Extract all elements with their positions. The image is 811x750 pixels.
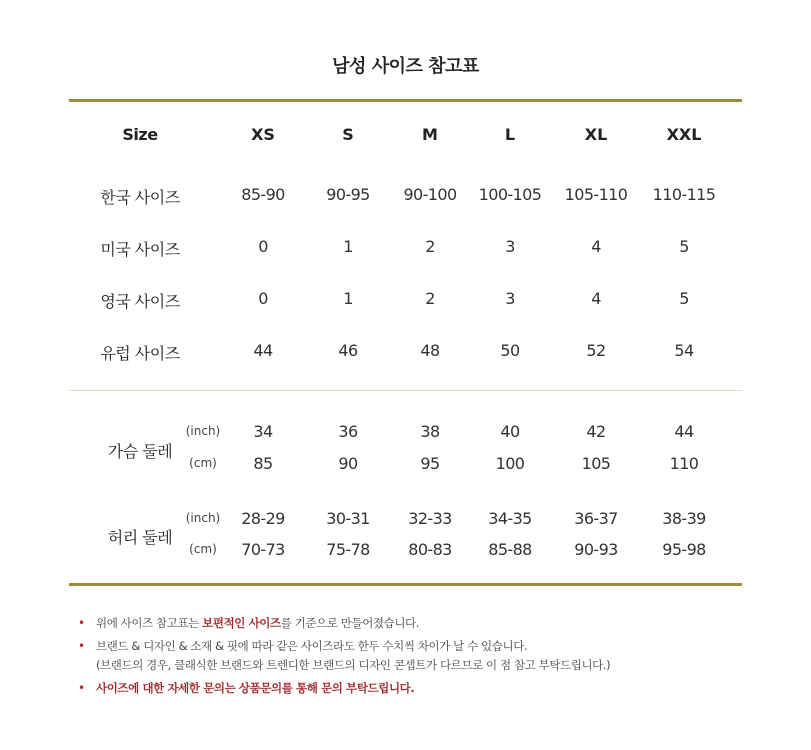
bullet-icon: • <box>78 616 85 630</box>
note-text: 를 기준으로 만들어졌습니다. <box>280 616 420 630</box>
header-size-m: M <box>422 125 438 144</box>
row-label: 유럽 사이즈 <box>100 344 180 363</box>
table-cell: 90-100 <box>403 185 457 204</box>
table-cell: 1 <box>343 289 353 308</box>
table-cell: 0 <box>258 237 268 256</box>
table-cell: 90-95 <box>326 185 370 204</box>
table-cell: 48 <box>420 341 440 360</box>
row-label: 허리 둘레 <box>107 528 173 547</box>
table-cell: 38-39 <box>662 509 706 528</box>
unit-label: (inch) <box>185 424 221 438</box>
bullet-icon: • <box>78 639 85 653</box>
note-emphasis: 사이즈에 대한 자세한 문의는 상품문의를 통해 문의 부탁드립니다. <box>96 681 415 695</box>
row-label: 가슴 둘레 <box>107 442 173 461</box>
table-cell: 36 <box>338 422 358 441</box>
header-size-l: L <box>504 125 516 144</box>
table-cell: 34-35 <box>488 509 532 528</box>
bullet-icon: • <box>78 681 85 695</box>
table-cell: 36-37 <box>574 509 618 528</box>
table-cell: 85-88 <box>488 540 532 559</box>
table-cell: 95 <box>420 454 440 473</box>
unit-label: (inch) <box>185 511 221 525</box>
table-cell: 40 <box>500 422 520 441</box>
header-size-xs: XS <box>251 125 275 144</box>
note-item <box>78 679 610 698</box>
table-cell: 95-98 <box>662 540 706 559</box>
table-cell: 75-78 <box>326 540 370 559</box>
table-cell: 105-110 <box>564 185 628 204</box>
top-rule <box>69 99 742 102</box>
table-cell: 50 <box>500 341 520 360</box>
table-cell: 32-33 <box>408 509 452 528</box>
table-cell: 80-83 <box>408 540 452 559</box>
table-cell: 100 <box>495 454 525 473</box>
header-size-xxl: XXL <box>666 125 702 144</box>
header-size-s: S <box>342 125 354 144</box>
note-text: 브랜드 & 디자인 & 소재 & 핏에 따라 같은 사이즈라도 한두 수치씩 차이가 날 수 있습니다. <box>96 639 528 653</box>
table-cell: 44 <box>674 422 694 441</box>
table-cell: 34 <box>253 422 273 441</box>
notes-list <box>78 614 610 698</box>
section-divider <box>69 390 742 391</box>
note-text: 위에 사이즈 참고표는 <box>96 616 203 630</box>
table-cell: 5 <box>679 237 689 256</box>
table-cell: 1 <box>343 237 353 256</box>
table-cell: 110 <box>669 454 699 473</box>
header-size-xl: XL <box>584 125 608 144</box>
table-cell: 30-31 <box>326 509 370 528</box>
table-cell: 90 <box>338 454 358 473</box>
row-label: 영국 사이즈 <box>100 292 180 311</box>
unit-label: (cm) <box>189 456 217 470</box>
table-cell: 85 <box>253 454 273 473</box>
table-cell: 85-90 <box>241 185 285 204</box>
table-cell: 46 <box>338 341 358 360</box>
table-cell: 44 <box>253 341 273 360</box>
table-cell: 110-115 <box>652 185 716 204</box>
note-item <box>78 614 610 633</box>
table-cell: 70-73 <box>241 540 285 559</box>
table-cell: 2 <box>425 237 435 256</box>
table-cell: 90-93 <box>574 540 618 559</box>
header-size-label: Size <box>122 125 158 144</box>
table-cell: 3 <box>505 289 515 308</box>
table-cell: 3 <box>505 237 515 256</box>
table-cell: 5 <box>679 289 689 308</box>
table-cell: 52 <box>586 341 606 360</box>
table-cell: 105 <box>581 454 611 473</box>
table-cell: 4 <box>591 237 601 256</box>
page-title: 남성 사이즈 참고표 <box>332 56 479 77</box>
row-label: 미국 사이즈 <box>100 240 180 259</box>
note-item <box>78 637 610 675</box>
row-label: 한국 사이즈 <box>100 188 180 207</box>
table-cell: 28-29 <box>241 509 285 528</box>
table-cell: 38 <box>420 422 440 441</box>
note-text: (브랜드의 경우, 클래식한 브랜드와 트렌디한 브랜드의 디자인 콘셉트가 다르므로 이 점 참고 부탁드립니다.) <box>96 658 611 672</box>
table-cell: 0 <box>258 289 268 308</box>
bottom-rule <box>69 583 742 586</box>
table-cell: 100-105 <box>478 185 542 204</box>
note-emphasis: 보편적인 사이즈 <box>202 616 281 630</box>
table-cell: 54 <box>674 341 694 360</box>
table-cell: 42 <box>586 422 606 441</box>
table-cell: 2 <box>425 289 435 308</box>
table-cell: 4 <box>591 289 601 308</box>
unit-label: (cm) <box>189 542 217 556</box>
